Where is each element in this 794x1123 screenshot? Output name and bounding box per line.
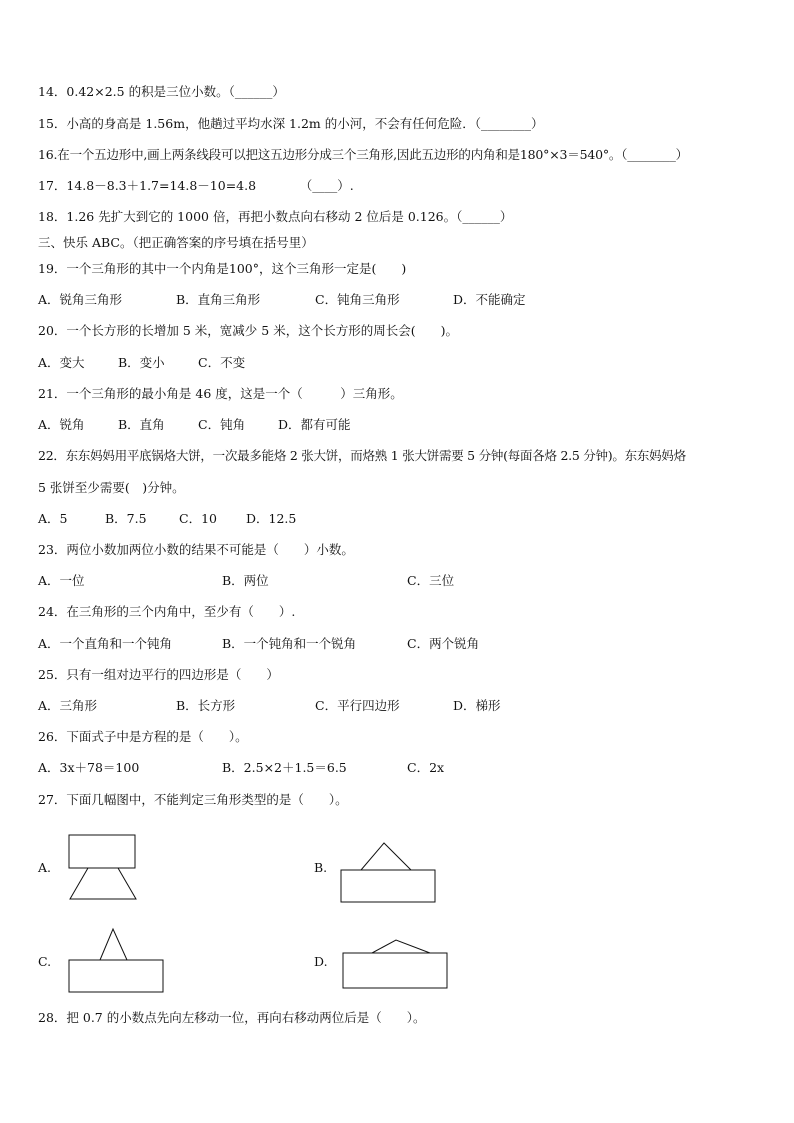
option-b: B．直角 <box>118 417 165 432</box>
option-a: A．锐角三角形 <box>38 292 123 307</box>
figure-b-triangle-on-rectangle <box>338 838 438 904</box>
option-b: B．两位 <box>222 573 269 588</box>
question-20: 20．一个长方形的长增加 5 米，宽减少 5 米，这个长方形的周长会( )。 <box>38 323 458 338</box>
figure-d-flat-triangle-on-rectangle <box>340 936 452 990</box>
question-16: 16.在一个五边形中,画上两条线段可以把这五边形分成三个三角形,因此五边形的内角和是180°×3＝540°。（________） <box>38 147 688 162</box>
question-17: 17．14.8－8.3＋1.7=14.8－10=4.8 （____）. <box>38 178 354 193</box>
option-b: B．7.5 <box>105 511 147 526</box>
figure-c-label: C. <box>38 954 52 969</box>
option-c: C．三位 <box>407 573 455 588</box>
question-28: 28．把 0.7 的小数点先向左移动一位，再向右移动两位后是（ ）。 <box>38 1010 426 1025</box>
option-b: B．2.5×2＋1.5＝6.5 <box>222 760 347 775</box>
option-b: B．一个钝角和一个锐角 <box>222 636 357 651</box>
option-b: B．直角三角形 <box>176 292 261 307</box>
option-c: C．钝角 <box>198 417 246 432</box>
option-d: D．都有可能 <box>278 417 351 432</box>
option-a: A．3x＋78＝100 <box>38 760 140 775</box>
option-a: A．锐角 <box>38 417 85 432</box>
option-a: A．一位 <box>38 573 85 588</box>
figure-b-label: B. <box>314 860 328 875</box>
question-21: 21．一个三角形的最小角是 46 度，这是一个（ ）三角形。 <box>38 386 403 401</box>
question-24: 24．在三角形的三个内角中，至少有（ ）. <box>38 604 296 619</box>
option-c: C．两个锐角 <box>407 636 480 651</box>
option-a: A．一个直角和一个钝角 <box>38 636 173 651</box>
option-c: C．不变 <box>198 355 246 370</box>
figure-c-triangle-on-rectangle <box>66 926 166 994</box>
option-d: D．12.5 <box>246 511 297 526</box>
section-3-heading: 三、快乐 ABC。（把正确答案的序号填在括号里） <box>38 235 314 250</box>
question-27: 27．下面几幅图中，不能判定三角形类型的是（ ）。 <box>38 792 348 807</box>
question-25: 25．只有一组对边平行的四边形是（ ） <box>38 667 279 682</box>
question-14: 14．0.42×2.5 的积是三位小数。（______） <box>38 84 285 99</box>
option-a: A．变大 <box>38 355 85 370</box>
option-c: C．钝角三角形 <box>315 292 400 307</box>
option-d: D．不能确定 <box>453 292 526 307</box>
question-19: 19．一个三角形的其中一个内角是100°，这个三角形一定是( ) <box>38 261 407 276</box>
option-a: A．5 <box>38 511 68 526</box>
option-b: B．变小 <box>118 355 165 370</box>
option-a: A．三角形 <box>38 698 98 713</box>
option-c: C．2x <box>407 760 445 775</box>
option-c: C．10 <box>179 511 217 526</box>
question-15: 15．小高的身高是 1.56m，他趟过平均水深 1.2m 的小河，不会有任何危险．（________） <box>38 116 544 131</box>
option-b: B．长方形 <box>176 698 236 713</box>
question-22-line-1: 22．东东妈妈用平底锅烙大饼，一次最多能烙 2 张大饼，而烙熟 1 张大饼需要 5 分钟(每面各烙 2.5 分钟)。东东妈妈烙 <box>38 448 686 463</box>
question-26: 26．下面式子中是方程的是（ ）。 <box>38 729 248 744</box>
figure-a-rectangle-over-trapezoid <box>66 834 140 902</box>
option-d: D．梯形 <box>453 698 501 713</box>
option-c: C．平行四边形 <box>315 698 400 713</box>
question-22-line-2: 5 张饼至少需要( )分钟。 <box>38 480 185 495</box>
question-18: 18．1.26 先扩大到它的 1000 倍，再把小数点向右移动 2 位后是 0.126。（______） <box>38 209 513 224</box>
figure-d-label: D. <box>314 954 328 969</box>
figure-a-label: A. <box>38 860 52 875</box>
question-23: 23．两位小数加两位小数的结果不可能是（ ）小数。 <box>38 542 354 557</box>
